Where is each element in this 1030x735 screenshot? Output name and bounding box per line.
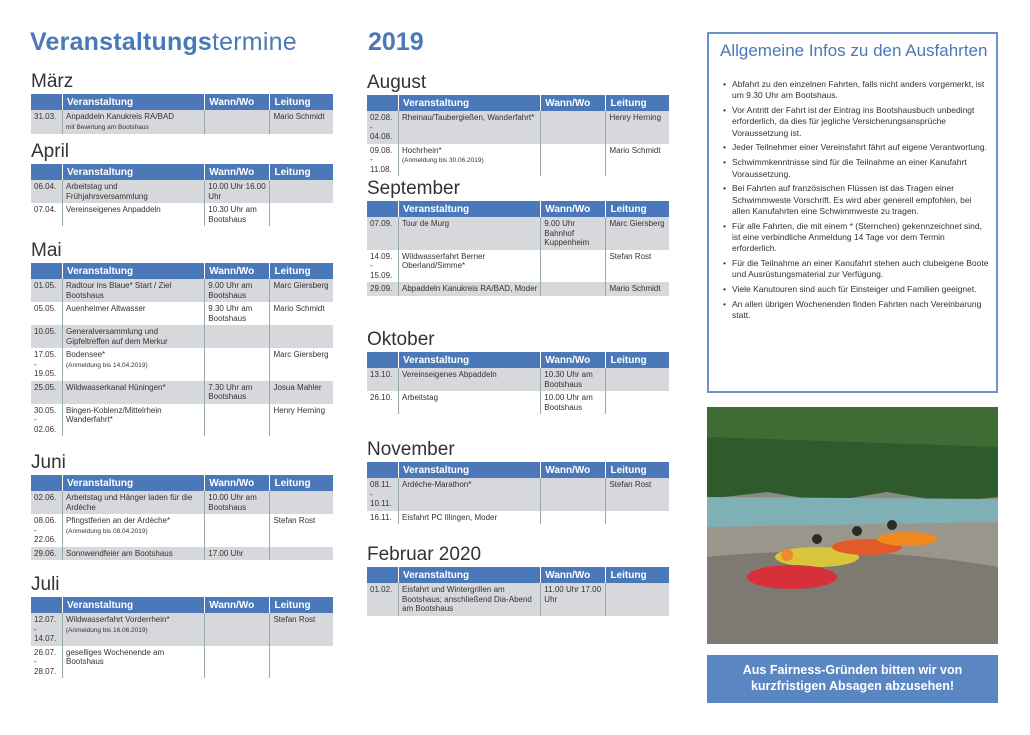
event-when <box>205 514 270 547</box>
event-date: 16.11. <box>367 511 399 525</box>
header-event: Veranstaltung <box>399 95 541 111</box>
event-name-cell <box>63 203 205 226</box>
event-date: 07.04. <box>31 203 63 226</box>
header-when: Wann/Wo <box>205 263 270 279</box>
event-name-cell <box>63 110 205 134</box>
event-lead: Stefan Rost <box>606 478 669 511</box>
event-date: 30.05. - 02.06. <box>31 404 63 437</box>
header-lead: Leitung <box>606 352 669 368</box>
event-name: Arbeitstag <box>402 393 439 402</box>
events-table <box>31 475 333 560</box>
header-date <box>31 94 63 110</box>
table-row <box>31 613 333 646</box>
info-item: • Für alle Fahrten, die mit einem * (Sternchen) gekennzeichnet sind, ist eine verbindliche Anmeldung 14 Tage vor dem Termin erforderlich. <box>723 221 990 255</box>
event-date: 01.05. <box>31 279 63 302</box>
event-name-cell <box>399 111 541 144</box>
table-row <box>367 282 669 296</box>
month-heading: Juli <box>31 574 60 595</box>
month-heading: August <box>367 72 427 93</box>
header-event: Veranstaltung <box>63 263 205 279</box>
table-header <box>367 567 669 583</box>
table-header <box>31 164 333 180</box>
event-date: 10.05. <box>31 325 63 348</box>
header-lead: Leitung <box>606 567 669 583</box>
event-lead: Mario Schmidt <box>606 282 669 296</box>
header-when: Wann/Wo <box>541 201 606 217</box>
table-row <box>31 325 333 348</box>
header-event: Veranstaltung <box>63 94 205 110</box>
header-event: Veranstaltung <box>399 462 541 478</box>
event-name: Hochrhein* <box>402 145 442 155</box>
header-date <box>367 462 399 478</box>
event-date: 05.05. <box>31 302 63 325</box>
event-when: 11.00 Uhr 17.00 Uhr <box>541 583 606 616</box>
event-when <box>541 511 606 525</box>
event-when <box>541 144 606 177</box>
event-date: 08.06. - 22.06. <box>31 514 63 547</box>
header-lead: Leitung <box>270 164 333 180</box>
event-when <box>205 110 270 134</box>
info-title: Allgemeine Infos zu den Ausfahrten <box>720 41 988 60</box>
info-item: • Bei Fahrten auf französischen Flüssen ist das Tragen einer Schwimmweste Vorschrift. Es wird aber generell empfohlen, bei allen Kanufahrten eine Schwimmweste zu tragen. <box>723 183 990 217</box>
event-when: 10.00 Uhr am Bootshaus <box>541 391 606 414</box>
header-event: Veranstaltung <box>63 475 205 491</box>
event-note: mit Bewirtung am Bootshaus <box>66 123 149 131</box>
column-middle <box>367 71 669 616</box>
event-lead: Stefan Rost <box>270 613 333 646</box>
header-date <box>31 597 63 613</box>
event-lead: Marc Giersberg <box>606 217 669 250</box>
table-header <box>367 95 669 111</box>
event-name: Rheinau/Taubergießen, Wanderfahrt* <box>402 113 535 122</box>
event-when: 9.30 Uhr am Bootshaus <box>205 302 270 325</box>
header-event: Veranstaltung <box>399 201 541 217</box>
event-date: 17.05. - 19.05. <box>31 348 63 381</box>
event-when <box>205 404 270 437</box>
month-block <box>31 239 333 451</box>
month-heading: Mai <box>31 240 62 261</box>
month-block <box>31 451 333 573</box>
table-row <box>367 583 669 616</box>
header-when: Wann/Wo <box>541 95 606 111</box>
title-light: termine <box>212 28 297 56</box>
table-row <box>31 302 333 325</box>
event-name-cell <box>399 144 541 177</box>
event-lead <box>270 491 333 514</box>
event-name: Wildwasserfahrt Vorderrhein* <box>66 615 170 624</box>
month-block <box>367 328 669 438</box>
event-date: 06.04. <box>31 180 63 203</box>
title-bold: Veranstaltungs <box>30 28 213 56</box>
table-row <box>31 514 333 547</box>
event-name-cell <box>399 391 541 414</box>
info-item: • Jeder Teilnehmer einer Vereinsfahrt fährt auf eigene Verantwortung. <box>723 142 990 153</box>
table-row <box>31 381 333 404</box>
table-row <box>367 111 669 144</box>
table-row <box>31 348 333 381</box>
events-table <box>31 597 333 678</box>
event-name-cell <box>399 282 541 296</box>
event-lead <box>270 646 333 679</box>
event-lead <box>270 547 333 561</box>
event-lead <box>270 325 333 348</box>
event-name: Eisfahrt und Wintergrillen am Bootshaus; anschließend Dia-Abend am Bootshaus <box>402 585 532 613</box>
header-when: Wann/Wo <box>205 164 270 180</box>
header-lead: Leitung <box>270 94 333 110</box>
event-date: 29.09. <box>367 282 399 296</box>
event-name: Sonnwendfeier am Bootshaus <box>66 548 173 558</box>
event-lead: Stefan Rost <box>270 514 333 547</box>
event-name-cell <box>63 348 205 381</box>
table-header <box>31 475 333 491</box>
event-name-cell <box>399 217 541 250</box>
header-lead: Leitung <box>606 462 669 478</box>
kayak-photo <box>707 407 998 644</box>
table-row <box>367 250 669 283</box>
event-note: (Anmeldung bis 16.06.2019) <box>66 626 148 634</box>
event-lead: Henry Herning <box>606 111 669 144</box>
header-date <box>367 201 399 217</box>
event-name: Wildwasserkanal Hüningen* <box>66 382 166 392</box>
events-table <box>367 567 669 616</box>
event-name: Radtour ins Blaue* Start / Ziel Bootshaus <box>66 281 172 300</box>
info-item: • An allen übrigen Wochenenden finden Fahrten nach Vereinbarung statt. <box>723 299 990 322</box>
header-event: Veranstaltung <box>63 164 205 180</box>
table-row <box>31 491 333 514</box>
event-when <box>541 282 606 296</box>
month-heading: November <box>367 439 455 460</box>
info-item: • Vor Antritt der Fahrt ist der Eintrag ins Bootshausbuch unbedingt erforderlich, da dies für jegliche Versicherungsansprüche Voraussetzung ist. <box>723 105 990 139</box>
event-when <box>205 348 270 381</box>
header-event: Veranstaltung <box>399 567 541 583</box>
column-left <box>31 70 333 678</box>
month-heading: Juni <box>31 452 66 473</box>
event-name-cell <box>63 404 205 437</box>
event-date: 09.08. - 11.08. <box>367 144 399 177</box>
event-date: 08.11. - 10.11. <box>367 478 399 511</box>
event-lead: Marc Giersberg <box>270 279 333 302</box>
events-table <box>31 263 333 436</box>
event-lead: Henry Herning <box>270 404 333 437</box>
event-when <box>541 250 606 283</box>
event-name: Ardèche-Marathon* <box>402 480 472 489</box>
event-note: (Anmeldung bis 08.04.2019) <box>66 527 148 535</box>
table-row <box>31 404 333 437</box>
event-name: Abpaddeln Kanukreis RA/BAD, Moder <box>402 284 538 293</box>
event-name-cell <box>399 511 541 525</box>
event-when: 10.30 Uhr am Bootshaus <box>205 203 270 226</box>
info-box <box>707 32 998 393</box>
event-name: Vereinseigenes Anpaddeln <box>66 205 161 214</box>
event-note: (Anmeldung bis 30.06.2019) <box>402 157 484 164</box>
table-row <box>367 217 669 250</box>
event-name: Eisfahrt PC Illingen, Moder <box>402 512 498 522</box>
header-when: Wann/Wo <box>205 94 270 110</box>
header-lead: Leitung <box>270 597 333 613</box>
header-event: Veranstaltung <box>399 352 541 368</box>
event-name: Arbeitstag und Frühjahrsversammlung <box>66 182 148 201</box>
month-heading: Oktober <box>367 329 435 350</box>
event-name: Arbeitstag und Hänger laden für die Ardèche <box>66 493 193 512</box>
event-name: Generalversammlung und Gipfeltreffen auf dem Merkur <box>66 327 168 346</box>
table-row <box>31 646 333 679</box>
header-event: Veranstaltung <box>63 597 205 613</box>
events-table <box>31 94 333 134</box>
header-date <box>31 263 63 279</box>
event-date: 13.10. <box>367 368 399 391</box>
table-header <box>31 597 333 613</box>
header-date <box>31 475 63 491</box>
header-date <box>367 567 399 583</box>
header-date <box>367 352 399 368</box>
month-block <box>31 140 333 239</box>
event-name-cell <box>63 491 205 514</box>
event-lead: Mario Schmidt <box>606 144 669 177</box>
event-when: 9.00 Uhr Bahnhof Kuppenheim <box>541 217 606 250</box>
table-row <box>367 368 669 391</box>
event-date: 02.08. - 04.08. <box>367 111 399 144</box>
event-name: geselliges Wochenende am Bootshaus <box>66 647 165 666</box>
event-name: Tour de Murg <box>402 219 450 228</box>
month-block <box>31 70 333 140</box>
event-date: 07.09. <box>367 217 399 250</box>
event-when <box>205 646 270 679</box>
events-table <box>367 201 669 296</box>
event-lead <box>606 391 669 414</box>
event-when: 10.00 Uhr 16.00 Uhr <box>205 180 270 203</box>
table-row <box>31 547 333 561</box>
event-date: 14.09. - 15.09. <box>367 250 399 283</box>
table-row <box>31 279 333 302</box>
month-block <box>367 71 669 177</box>
event-when <box>205 325 270 348</box>
event-name: Bodensee* <box>66 350 106 359</box>
events-table <box>31 164 333 226</box>
event-date: 25.05. <box>31 381 63 404</box>
month-heading: September <box>367 178 460 199</box>
table-header <box>367 201 669 217</box>
header-when: Wann/Wo <box>541 352 606 368</box>
event-lead: Mario Schmidt <box>270 110 333 134</box>
event-name: Pfingstferien an der Ardèche* <box>66 516 171 525</box>
table-header <box>367 462 669 478</box>
event-date: 02.06. <box>31 491 63 514</box>
event-when: 10.00 Uhr am Bootshaus <box>205 491 270 514</box>
table-row <box>367 144 669 177</box>
event-name-cell <box>399 478 541 511</box>
event-when <box>205 613 270 646</box>
event-date: 26.07. - 28.07. <box>31 646 63 679</box>
events-table <box>367 352 669 414</box>
event-note: (Anmeldung bis 14.04.2019) <box>66 361 148 369</box>
event-date: 12.07. - 14.07. <box>31 613 63 646</box>
header-lead: Leitung <box>270 263 333 279</box>
event-when: 17.00 Uhr <box>205 547 270 561</box>
events-table <box>367 95 669 176</box>
fairness-banner: Aus Fairness-Gründen bitten wir von kurzfristigen Absagen abzusehen! <box>707 655 998 703</box>
header-when: Wann/Wo <box>205 597 270 613</box>
event-date: 26.10. <box>367 391 399 414</box>
event-name-cell <box>63 180 205 203</box>
event-lead <box>606 368 669 391</box>
month-block <box>367 177 669 328</box>
event-lead <box>270 180 333 203</box>
info-item: • Schwimmkenntnisse sind für die Teilnahme an einer Kanufahrt Voraussetzung. <box>723 157 990 180</box>
event-name-cell <box>63 381 205 404</box>
event-name-cell <box>399 250 541 283</box>
info-list <box>723 79 990 322</box>
month-block <box>367 543 669 616</box>
event-when: 9.00 Uhr am Bootshaus <box>205 279 270 302</box>
table-row <box>31 180 333 203</box>
header-when: Wann/Wo <box>541 462 606 478</box>
event-name-cell <box>63 613 205 646</box>
event-name-cell <box>63 514 205 547</box>
event-name: Anpaddeln Kanukreis RA/BAD <box>66 112 175 121</box>
page-title <box>30 28 297 57</box>
header-lead: Leitung <box>606 95 669 111</box>
events-table <box>367 462 669 524</box>
event-when: 10.30 Uhr am Bootshaus <box>541 368 606 391</box>
table-row <box>367 511 669 525</box>
month-heading: April <box>31 141 70 162</box>
header-date <box>367 95 399 111</box>
header-date <box>31 164 63 180</box>
event-when <box>541 111 606 144</box>
event-name-cell <box>63 325 205 348</box>
month-heading: Februar 2020 <box>367 544 482 565</box>
header-when: Wann/Wo <box>541 567 606 583</box>
event-name: Bingen-Koblenz/Mittelrhein Wanderfahrt* <box>66 405 162 424</box>
event-name: Vereinseigenes Abpaddeln <box>402 370 497 379</box>
event-name-cell <box>63 646 205 679</box>
header-when: Wann/Wo <box>205 475 270 491</box>
table-header <box>31 263 333 279</box>
event-when <box>541 478 606 511</box>
event-name: Auenheimer Altwasser <box>66 304 146 313</box>
event-name-cell <box>63 547 205 561</box>
month-heading: März <box>31 71 74 92</box>
event-name: Wildwasserfahrt Berner Oberland/Simme* <box>402 251 486 270</box>
event-lead <box>606 583 669 616</box>
event-name-cell <box>399 583 541 616</box>
year-title: 2019 <box>368 28 424 56</box>
event-lead <box>606 511 669 525</box>
event-name-cell <box>399 368 541 391</box>
event-lead: Marc Giersberg <box>270 348 333 381</box>
month-block <box>31 573 333 678</box>
info-item: • Viele Kanutouren sind auch für Einsteiger und Familien geeignet. <box>723 284 990 295</box>
event-date: 31.03. <box>31 110 63 134</box>
table-row <box>31 203 333 226</box>
table-row <box>31 110 333 134</box>
table-header <box>31 94 333 110</box>
table-row <box>367 478 669 511</box>
info-item: • Für die Teilnahme an einer Kanufahrt stehen auch clubeigene Boote und Ausrüstungsmaterial zur Verfügung. <box>723 258 990 281</box>
month-block <box>367 438 669 543</box>
event-lead <box>270 203 333 226</box>
event-date: 29.06. <box>31 547 63 561</box>
info-item: • Abfahrt zu den einzelnen Fahrten, falls nicht anders vorgemerkt, ist um 9.30 Uhr am Bootshaus. <box>723 79 990 102</box>
table-header <box>367 352 669 368</box>
event-name-cell <box>63 279 205 302</box>
event-when: 7.30 Uhr am Bootshaus <box>205 381 270 404</box>
event-name-cell <box>63 302 205 325</box>
event-lead: Josua Mahler <box>270 381 333 404</box>
header-lead: Leitung <box>270 475 333 491</box>
header-lead: Leitung <box>606 201 669 217</box>
table-row <box>367 391 669 414</box>
event-lead: Mario Schmidt <box>270 302 333 325</box>
event-date: 01.02. <box>367 583 399 616</box>
event-lead: Stefan Rost <box>606 250 669 283</box>
